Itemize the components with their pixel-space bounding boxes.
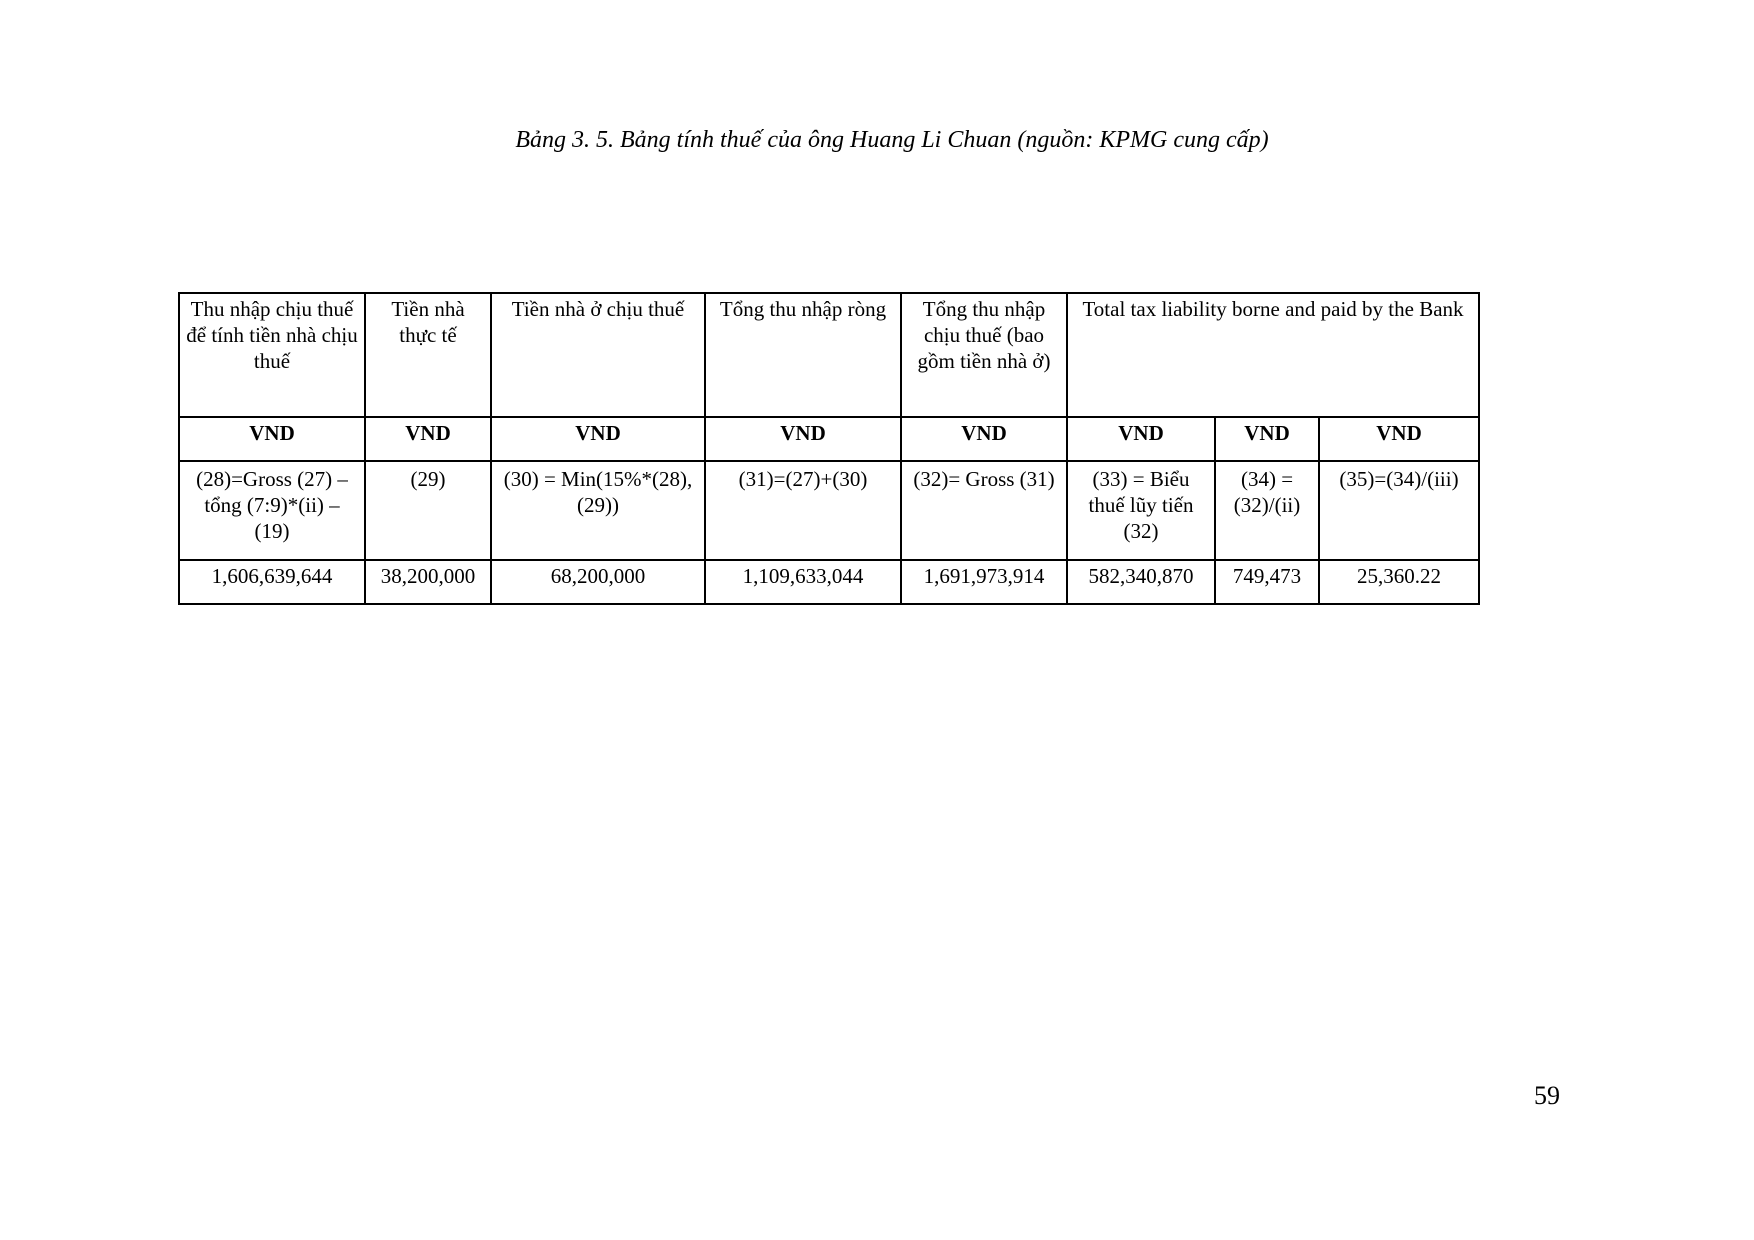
unit-cell: VND <box>1067 417 1215 461</box>
formula-cell: (34) = (32)/(ii) <box>1215 461 1319 560</box>
formula-cell: (32)= Gross (31) <box>901 461 1067 560</box>
formula-cell: (35)=(34)/(iii) <box>1319 461 1479 560</box>
value-cell: 1,691,973,914 <box>901 560 1067 604</box>
table-value-row <box>179 560 1479 604</box>
header-actual-housing: Tiền nhà thực tế <box>365 293 491 417</box>
table-formula-row <box>179 461 1479 560</box>
value-cell: 749,473 <box>1215 560 1319 604</box>
value-cell: 68,200,000 <box>491 560 705 604</box>
header-net-income: Tổng thu nhập ròng <box>705 293 901 417</box>
tax-calculation-table <box>178 292 1480 605</box>
unit-cell: VND <box>179 417 365 461</box>
value-cell: 25,360.22 <box>1319 560 1479 604</box>
table-caption: Bảng 3. 5. Bảng tính thuế của ông Huang Li Chuan (nguồn: KPMG cung cấp) <box>515 127 1269 153</box>
unit-cell: VND <box>1215 417 1319 461</box>
value-cell: 38,200,000 <box>365 560 491 604</box>
header-total-tax-liability: Total tax liability borne and paid by the Bank <box>1067 293 1479 417</box>
value-cell: 1,606,639,644 <box>179 560 365 604</box>
formula-cell: (31)=(27)+(30) <box>705 461 901 560</box>
page-number: 59 <box>1534 1081 1560 1110</box>
unit-cell: VND <box>705 417 901 461</box>
unit-cell: VND <box>365 417 491 461</box>
unit-cell: VND <box>901 417 1067 461</box>
table-unit-row <box>179 417 1479 461</box>
unit-cell: VND <box>1319 417 1479 461</box>
header-total-taxable-income: Tổng thu nhập chịu thuế (bao gồm tiền nhà ở) <box>901 293 1067 417</box>
formula-cell: (30) = Min(15%*(28),(29)) <box>491 461 705 560</box>
formula-cell: (29) <box>365 461 491 560</box>
header-taxable-housing: Tiền nhà ở chịu thuế <box>491 293 705 417</box>
formula-cell: (33) = Biểu thuế lũy tiến (32) <box>1067 461 1215 560</box>
formula-cell: (28)=Gross (27) – tổng (7:9)*(ii) – (19) <box>179 461 365 560</box>
header-taxable-income: Thu nhập chịu thuế để tính tiền nhà chịu thuế <box>179 293 365 417</box>
value-cell: 582,340,870 <box>1067 560 1215 604</box>
value-cell: 1,109,633,044 <box>705 560 901 604</box>
table-header-row <box>179 293 1479 417</box>
unit-cell: VND <box>491 417 705 461</box>
